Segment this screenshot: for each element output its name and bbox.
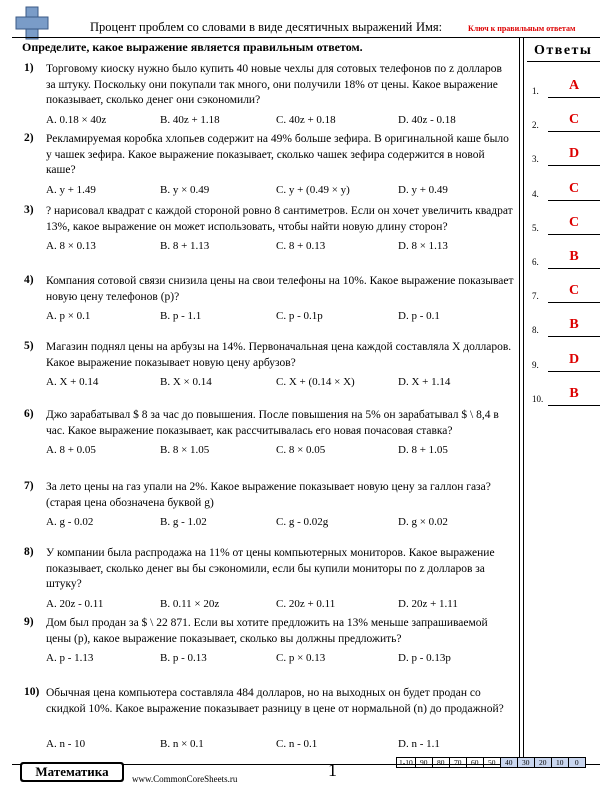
answer-choice: C. 8 + 0.13: [276, 240, 326, 252]
math-plus-logo-icon: [12, 6, 52, 40]
question-text: У компании была распродажа на 11% от цены компьютерных мониторов. Какое выражение показывает, сколько денег вы бы сэкономили, если бы купили мониторы по z долларов за штуку?: [46, 547, 495, 591]
score-table: [396, 757, 586, 768]
question-text: За лето цены на газ упали на 2%. Какое выражение показывает новую цену за галлон газа? (старая цена обозначена буквой g): [46, 481, 491, 509]
score-cell: 90: [415, 758, 432, 768]
answer-number: 2.: [532, 120, 539, 131]
answer-value: B: [569, 317, 579, 333]
answer-blank-line: [548, 336, 600, 337]
answer-key-label: Ключ к правильным ответам: [468, 24, 576, 33]
answer-choice: A. p - 1.13: [46, 652, 94, 664]
answer-choice: D. X + 1.14: [398, 376, 451, 388]
answer-blank-line: [548, 302, 600, 303]
score-cell: 50: [483, 758, 500, 768]
answer-row: [532, 144, 602, 164]
question-text: Джо зарабатывал $ 8 за час до повышения. После повышения на 5% он зарабатывал $ \ 8,4 в час. Какое выражение показывает, как рассчитывалась его новая почасовая ставка?: [46, 409, 499, 437]
answer-choice: B. p - 1.1: [160, 310, 202, 322]
answer-choice: D. 20z + 1.11: [398, 598, 458, 610]
answer-choice: A. 0.18 × 40z: [46, 114, 107, 126]
brand-badge: [20, 762, 124, 782]
answer-choice: A. 8 + 0.05: [46, 444, 96, 456]
answer-choice: B. 40z + 1.18: [160, 114, 220, 126]
answer-number: 5.: [532, 222, 539, 233]
answer-number: 4.: [532, 188, 539, 199]
answer-choice: A. g - 0.02: [46, 516, 94, 528]
question-number: 4): [24, 274, 34, 286]
answer-row: [532, 213, 602, 233]
answer-choice: C. n - 0.1: [276, 738, 318, 750]
score-cell: 20: [534, 758, 551, 768]
answer-blank-line: [548, 200, 600, 201]
header-rule: [12, 37, 600, 38]
answer-choice: A. y + 1.49: [46, 184, 96, 196]
answer-value: C: [568, 283, 580, 299]
brand-label: Математика: [22, 764, 122, 780]
question-text: Дом был продан за $ \ 22 871. Если вы хотите предложить на 13% меньше запрашиваемой цены (p), какое выражение показывает, сколько вы должны предложить?: [46, 617, 488, 645]
answer-row: [532, 315, 602, 335]
answer-choice: C. 20z + 0.11: [276, 598, 336, 610]
answer-choice: B. 0.11 × 20z: [160, 598, 220, 610]
answer-choice: D. g × 0.02: [398, 516, 448, 528]
answer-choice: D. 8 × 1.13: [398, 240, 448, 252]
answer-choice: C. g - 0.02g: [276, 516, 329, 528]
answer-value: B: [569, 385, 579, 401]
question-text: ? нарисовал квадрат с каждой стороной ровно 8 сантиметров. Если он хочет увеличить квадрат 13%, какое выражение он может использовать, чтобы найти новую длину сторон?: [46, 205, 513, 233]
question-number: 10): [24, 686, 40, 698]
answer-choice: D. p - 0.13p: [398, 652, 451, 664]
answer-row: [532, 76, 602, 96]
instructions: Определите, какое выражение является правильным ответом.: [22, 40, 363, 54]
answer-number: 10.: [532, 393, 544, 404]
score-cell: 70: [449, 758, 466, 768]
answer-number: 6.: [532, 257, 539, 267]
answer-choice: B. y × 0.49: [160, 184, 210, 196]
answer-blank-line: [548, 131, 600, 132]
answer-value: D: [568, 146, 580, 162]
question-number: 9): [24, 616, 34, 628]
answer-choice: A. X + 0.14: [46, 376, 99, 388]
answer-choice: D. p - 0.1: [398, 310, 440, 322]
answer-choice: A. 20z - 0.11: [46, 598, 104, 610]
question-number: 8): [24, 546, 34, 558]
question-text: Магазин поднял цены на арбузы на 14%. Первоначальная цена каждой составляла X долларов. Какое выражение показывает новую цену арбузов?: [46, 341, 512, 369]
answer-choice: A. 8 × 0.13: [46, 240, 96, 252]
answers-title-rule: [527, 61, 600, 62]
page-number: 1: [328, 760, 337, 780]
answer-number: 8.: [532, 325, 539, 336]
answer-choice: C. p × 0.13: [276, 652, 326, 664]
answer-row: [532, 350, 602, 370]
answer-column-divider-inner: [523, 38, 524, 764]
worksheet-title: Процент проблем со словами в виде десятичных выражений: [90, 20, 413, 34]
answer-blank-line: [548, 405, 600, 406]
question-number: 7): [24, 480, 34, 492]
answer-row: [532, 247, 602, 267]
score-cell: 0: [568, 758, 585, 768]
question-text: Рекламируемая коробка хлопьев содержит на 49% больше зефира. В оригинальной каше было у чашек зефира. Какое выражение показывает, сколько чашек зефира содержится в новой каше?: [46, 133, 509, 177]
answer-number: 7.: [532, 291, 539, 302]
question-number: 2): [24, 132, 34, 144]
score-cell: 1-10: [397, 758, 416, 768]
answer-value: A: [568, 78, 580, 93]
answer-value: B: [569, 249, 579, 264]
answer-value: C: [568, 112, 580, 128]
answer-number: 1.: [532, 86, 539, 96]
site-url: www.CommonCoreSheets.ru: [132, 774, 238, 784]
score-cell: 30: [517, 758, 534, 768]
answer-choice: D. y + 0.49: [398, 184, 448, 196]
answer-choice: B. X × 0.14: [160, 376, 212, 388]
answer-blank-line: [548, 371, 600, 372]
question-number: 3): [24, 204, 34, 216]
question-number: 5): [24, 340, 34, 352]
answer-number: 3.: [532, 154, 539, 165]
answer-choice: B. p - 0.13: [160, 652, 207, 664]
question-text: Обычная цена компьютера составляла 484 долларов, но на выходных он будет продан со скидкой 10%. Какое выражение показывает разницу в цене от нормальной (n) до продажной?: [46, 687, 504, 715]
answer-value: D: [568, 351, 580, 367]
answer-number: 9.: [532, 359, 539, 370]
answer-blank-line: [548, 165, 600, 166]
answers-title: Ответы: [534, 43, 593, 58]
answer-choice: D. 8 + 1.05: [398, 444, 448, 456]
answer-blank-line: [548, 97, 600, 98]
score-cell: 40: [500, 758, 517, 768]
answer-column-divider: [519, 38, 520, 764]
answer-value: C: [568, 180, 580, 196]
answer-choice: B. n × 0.1: [160, 738, 204, 750]
answer-blank-line: [548, 268, 600, 269]
answer-choice: A. p × 0.1: [46, 310, 91, 322]
name-label: Имя:: [416, 20, 443, 34]
answer-choice: B. 8 × 1.05: [160, 444, 210, 456]
score-cell: 80: [432, 758, 449, 768]
answer-choice: C. X + (0.14 × X): [276, 376, 355, 388]
answer-choice: C. 40z + 0.18: [276, 114, 336, 126]
question-number: 1): [24, 62, 34, 74]
answer-choice: C. p - 0.1p: [276, 310, 323, 322]
answer-choice: D. 40z - 0.18: [398, 114, 456, 126]
answer-choice: C. y + (0.49 × y): [276, 184, 350, 196]
answer-row: [532, 384, 602, 404]
question-number: 6): [24, 408, 34, 420]
score-cell: 10: [551, 758, 568, 768]
answer-row: [532, 281, 602, 301]
answer-choice: B. g - 1.02: [160, 516, 207, 528]
question-text: Компания сотовой связи снизила цены на свои телефоны на 10%. Какое выражение показывает новую цену телефонов (p)?: [46, 275, 514, 303]
answer-value: C: [568, 214, 580, 230]
answer-choice: D. n - 1.1: [398, 738, 440, 750]
score-cell: 60: [466, 758, 483, 768]
answer-choice: B. 8 + 1.13: [160, 240, 210, 252]
answer-row: [532, 179, 602, 199]
question-text: Торговому киоску нужно было купить 40 новые чехлы для сотовых телефонов по z долларов за штуку. Поскольку они покупали так много, они получили 18% от цены. Какое выражение показывает, сколько денег они сэкономили?: [46, 63, 502, 107]
answer-choice: C. 8 × 0.05: [276, 444, 326, 456]
answer-blank-line: [548, 234, 600, 235]
answer-choice: A. n - 10: [46, 738, 86, 750]
answer-row: [532, 110, 602, 130]
